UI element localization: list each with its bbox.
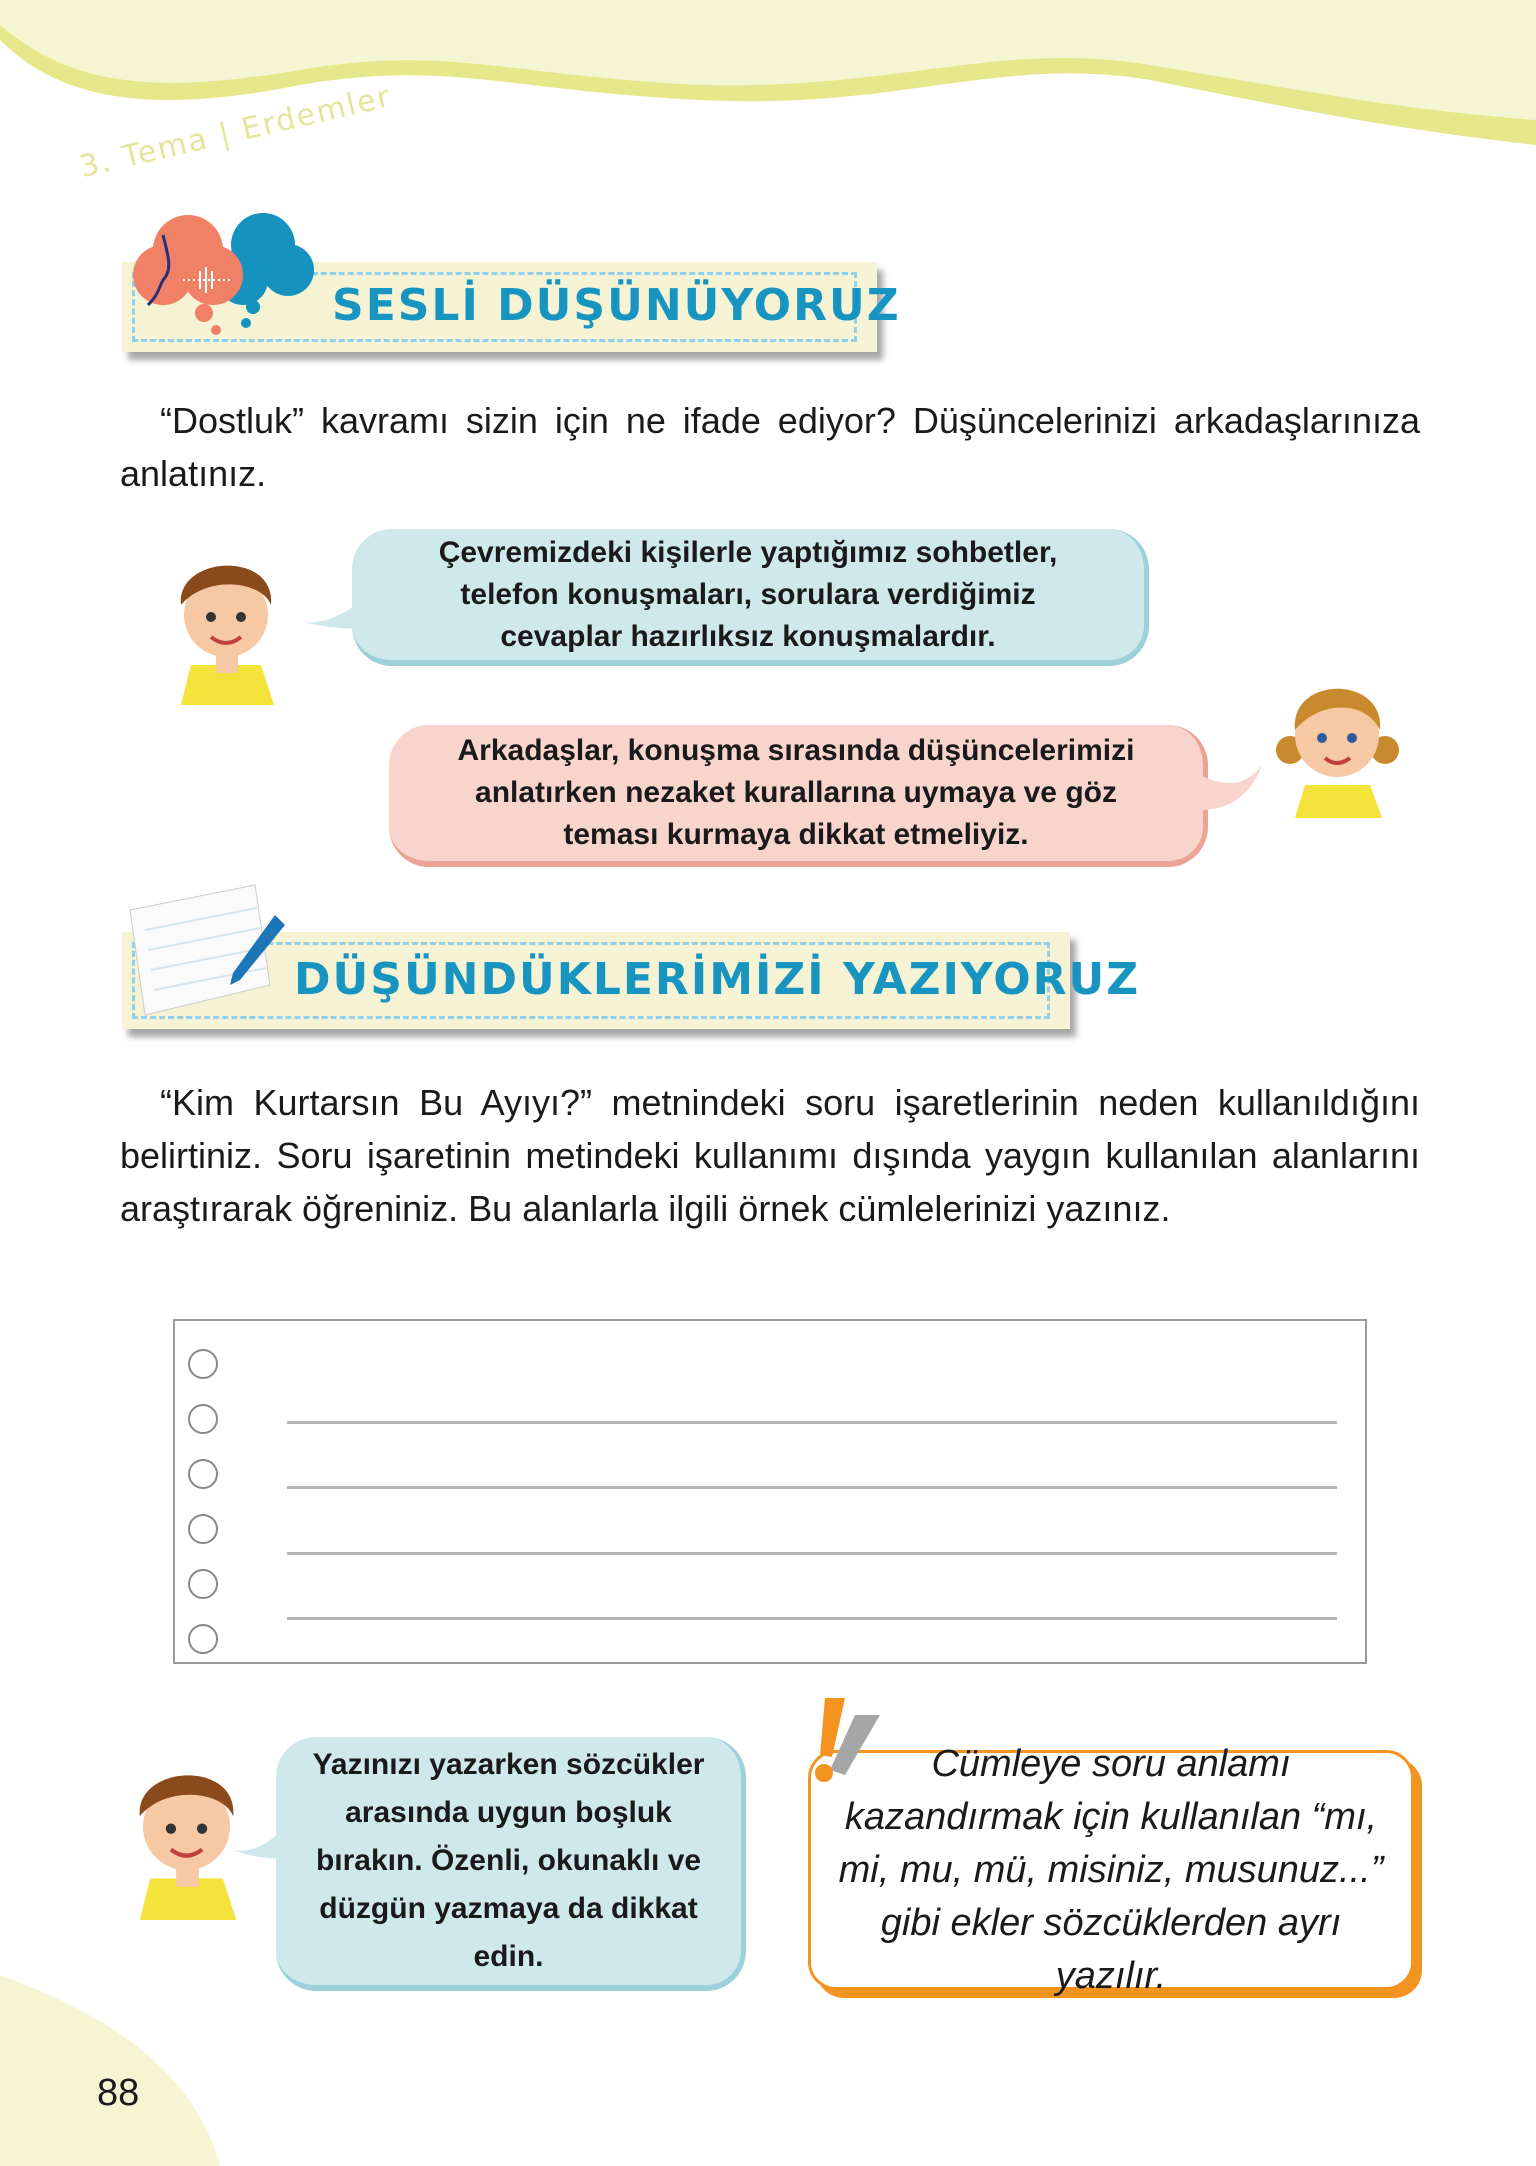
tip-speech-bubble — [276, 1737, 746, 1991]
writing-line[interactable] — [287, 1421, 1337, 1424]
bubble-tail — [302, 600, 362, 630]
notebook-ring — [188, 1514, 218, 1544]
exclamation-icon — [800, 1695, 890, 1790]
corner-blob-decoration — [0, 1975, 225, 2166]
thinking-head-icon — [128, 205, 323, 340]
writing-instruction: “Kim Kurtarsın Bu Ayıyı?” metnindeki soru işaretlerinin neden kullanıldığını belirtiniz. Soru işaretinin metindeki kullanımı dışında yaygın kullanılan alanlarını araştırarak öğreniniz. Bu alanlarla ilgili örnek cümlelerinizi yazınız. — [120, 1082, 1420, 1229]
boy-character-icon — [124, 1754, 249, 1920]
tip-speech-text: Yazınızı yazarken sözcükler arasında uygun boşluk bırakın. Özenli, okunaklı ve düzgün yazmaya da dikkat edin. — [312, 1748, 705, 1973]
section-title: SESLİ DÜŞÜNÜYORUZ — [332, 280, 901, 331]
bubble-tail — [232, 1830, 282, 1860]
boy-speech-bubble — [352, 529, 1149, 666]
girl-speech-bubble — [389, 725, 1208, 867]
bubble-tail — [1200, 765, 1265, 815]
notebook-ring — [188, 1459, 218, 1489]
writing-line[interactable] — [287, 1486, 1337, 1489]
section-title: DÜŞÜNDÜKLERİMİZİ YAZIYORUZ — [294, 954, 1141, 1005]
notepad-pencil-icon — [125, 880, 285, 1020]
notebook-ring — [188, 1569, 218, 1599]
girl-speech-text: Arkadaşlar, konuşma sırasında düşüncelerimizi anlatırken nezaket kurallarına uymaya ve göz teması kurmaya dikkat etmeliyiz. — [457, 734, 1135, 851]
girl-character-icon — [1270, 670, 1405, 818]
notebook-ring — [188, 1349, 218, 1379]
notebook-ring — [188, 1404, 218, 1434]
rule-note-text: Cümleye soru anlamı kazandırmak için kullanılan “mı, mi, mu, mü, misiniz, musunuz...” gibi ekler sözcüklerden ayrı yazılır. — [838, 1742, 1384, 1997]
rule-note-box — [808, 1742, 1414, 1997]
boy-speech-text: Çevremizdeki kişilerle yaptığımız sohbetler, telefon konuşmaları, sorulara verdiğimiz cevaplar hazırlıksız konuşmalardır. — [438, 535, 1058, 653]
page-number: 88 — [97, 2072, 140, 2114]
boy-character-icon — [166, 545, 286, 705]
writing-notebook — [173, 1319, 1367, 1664]
top-wave-decoration — [0, 0, 1536, 200]
theme-label: 3. Tema | Erdemler — [76, 79, 396, 185]
writing-line[interactable] — [287, 1552, 1337, 1555]
writing-line[interactable] — [287, 1617, 1337, 1620]
speaking-instruction: “Dostluk” kavramı sizin için ne ifade ediyor? Düşüncelerinizi arkadaşlarınıza anlatınız. — [120, 400, 1420, 494]
notebook-ring — [188, 1624, 218, 1654]
